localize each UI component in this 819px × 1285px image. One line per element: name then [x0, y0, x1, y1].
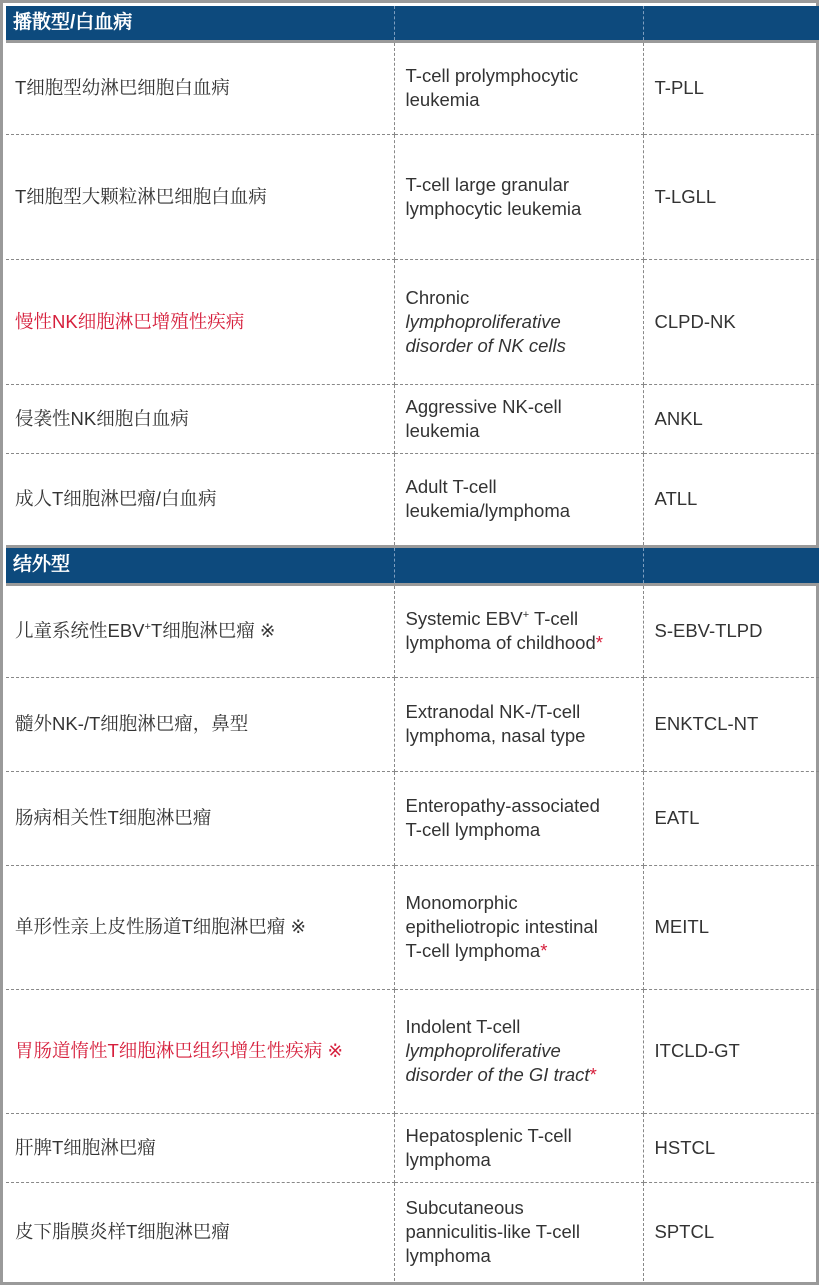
english-name: Aggressive NK-cell leukemia	[394, 384, 643, 453]
table-row	[6, 453, 819, 546]
chinese-name: T细胞型大颗粒淋巴细胞白血病	[6, 134, 394, 259]
table-row	[6, 134, 819, 259]
section-header-title: 播散型/白血病	[6, 6, 394, 41]
footnote-asterisk: *	[540, 940, 548, 961]
english-name: Hepatosplenic T-cell lymphoma	[394, 1113, 643, 1182]
english-name: Enteropathy-associated T-cell lymphoma	[394, 771, 643, 865]
lymphoma-classification-table	[6, 6, 819, 1281]
abbreviation: SPTCL	[654, 1220, 715, 1242]
footnote-asterisk: *	[589, 1064, 597, 1085]
footnote-asterisk: *	[595, 632, 603, 653]
chinese-name-highlighted: 慢性NK细胞淋巴增殖性疾病	[6, 259, 394, 384]
chinese-name: 儿童系统性EBV+T细胞淋巴瘤 ※	[6, 584, 394, 677]
chinese-name: T细胞型幼淋巴细胞白血病	[6, 41, 394, 134]
table-row	[6, 1182, 819, 1281]
chinese-name: 肠病相关性T细胞淋巴瘤	[6, 771, 394, 865]
chinese-name: 成人T细胞淋巴瘤/白血病	[6, 453, 394, 546]
abbreviation: ENKTCL-NT	[643, 677, 819, 771]
chinese-name: 皮下脂膜炎样T细胞淋巴瘤	[6, 1182, 394, 1281]
english-name: Extranodal NK-/T-cell lymphoma, nasal type	[394, 677, 643, 771]
abbreviation: ANKL	[643, 384, 819, 453]
chinese-name: 肝脾T细胞淋巴瘤	[6, 1113, 394, 1182]
section-header-empty	[643, 546, 819, 584]
table-row	[6, 584, 819, 677]
chinese-name-highlighted: 胃肠道惰性T细胞淋巴组织增生性疾病 ※	[6, 989, 394, 1113]
section-header-empty	[643, 6, 819, 41]
english-name: Monomorphic epitheliotropic intestinal T-cell lymphoma*	[394, 865, 643, 989]
section-header-row	[6, 546, 819, 584]
chinese-name: 侵袭性NK细胞白血病	[6, 384, 394, 453]
table-row	[6, 384, 819, 453]
table-row	[6, 41, 819, 134]
english-name: Indolent T-cell lymphoproliferative disorder of the GI tract*	[394, 989, 643, 1113]
english-name: T-cell prolymphocytic leukemia	[394, 41, 643, 134]
english-name: Chronic lymphoproliferative disorder of NK cells	[394, 259, 643, 384]
table-row	[6, 259, 819, 384]
section-header-row	[6, 6, 819, 41]
table-row	[6, 771, 819, 865]
abbreviation: S-EBV-TLPD	[643, 584, 819, 677]
table-row	[6, 865, 819, 989]
abbreviation: ITCLD-GT	[643, 989, 819, 1113]
table-row	[6, 1113, 819, 1182]
english-name: Subcutaneous panniculitis-like T-cell lymphoma	[394, 1182, 643, 1281]
chinese-name: 髓外NK-/T细胞淋巴瘤，鼻型	[6, 677, 394, 771]
section-header-empty	[394, 546, 643, 584]
section-header-empty	[394, 6, 643, 41]
abbreviation: MEITL	[643, 865, 819, 989]
abbreviation: EATL	[643, 771, 819, 865]
abbreviation: HSTCL	[643, 1113, 819, 1182]
abbreviation: CLPD-NK	[643, 259, 819, 384]
abbreviation: T-PLL	[643, 41, 819, 134]
english-name: Adult T-cell leukemia/lymphoma	[394, 453, 643, 546]
chinese-name: 单形性亲上皮性肠道T细胞淋巴瘤 ※	[6, 865, 394, 989]
english-name: Systemic EBV+ T-cell lymphoma of childhood*	[394, 584, 643, 677]
abbreviation: ATLL	[643, 453, 819, 546]
english-name: T-cell large granular lymphocytic leukemia	[394, 134, 643, 259]
section-header-title: 结外型	[6, 546, 394, 584]
table-row	[6, 677, 819, 771]
table-row	[6, 989, 819, 1113]
abbreviation: T-LGLL	[643, 134, 819, 259]
